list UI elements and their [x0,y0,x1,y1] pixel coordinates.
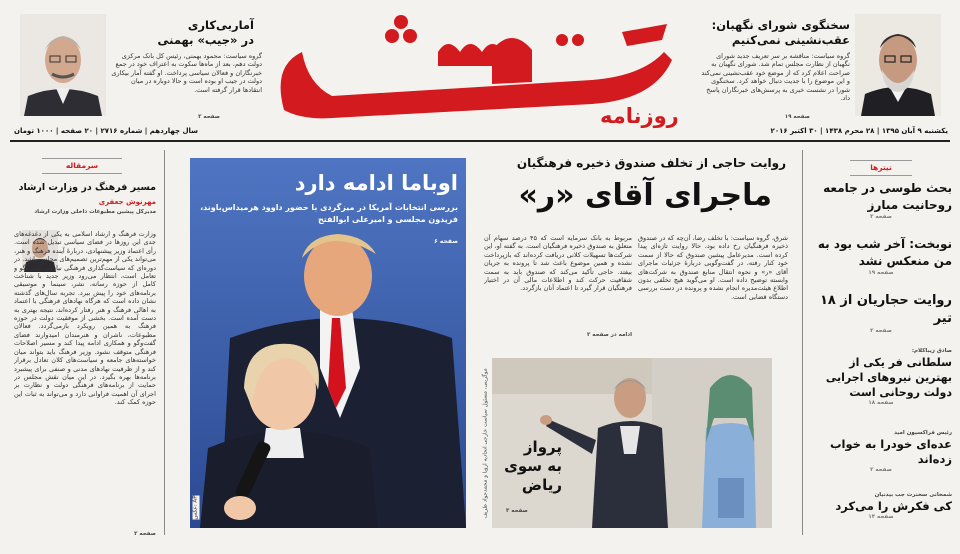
zarif-headline-line1: پرواز [523,438,562,456]
news-kicker: رئیس فراکسیون امید [894,430,952,436]
masthead-rule [10,140,950,142]
box-right-body: گروه سیاست: مناقشه بر سر تعریف جدید شورای نگهبان از نظارت مجلس تمام شد. شورای نگهبان به صراحت اعلام کرد که از موضع خود عقب‌نشینی نمی‌کند و این موضوع را با جدیت دنبال خواهد کرد. سخنگوی شورا در نشست خبری به پرسش‌های خبرنگاران پاسخ داد. [701,52,850,103]
zarif-caption: موگرینی، مسئول سیاست خارجی اتحادیه اروپا و محمدجواد ظریف [482,368,489,519]
left-author: مهرنوش جعفری [98,198,156,206]
main-photo [190,158,466,528]
news-item[interactable] [810,236,952,277]
zarif-headline-line3: ریاض [521,476,562,494]
col-divider-2 [802,150,803,535]
news-page: صفحه ۱۹ [868,270,894,276]
main-subhead: بررسی انتخابات آمریکا در میزگردی با حضور داوود هرمیداس‌باوند، فریدون مجلسی و امیرعلی ابوالفتح [200,203,458,224]
news-item[interactable] [810,348,952,407]
main-page-ref: صفحه ۶ [434,238,458,245]
news-item[interactable] [810,430,952,474]
center-page-ref: ادامه در صفحه ۲ [587,332,632,338]
news-page: صفحه ۱۴ [868,514,894,520]
news-kicker: شمخانی سخنرت جب بیدنیان [874,492,952,498]
zarif-photo [492,358,772,528]
left-title: مسیر فرهنگ در وزارت ارشاد [18,182,156,193]
main-headline: اوباما ادامه دارد [294,171,458,195]
news-page: صفحه ۲ [870,467,892,473]
center-col-left: مربوط به بانک سرمایه است که ۴۵ درصد سهام آن متعلق به صندوق ذخیره فرهنگیان است. به گفته او، این شرکت‌ها تسهیلات کلانی دریافت کرده‌اند که بازپرداخت نشده و همین موضوع باعث شد تا پرونده به جریان بیفتد. حاجی تأکید می‌کند که صندوق باید به سمت شفافیت حرکت کند و اطلاعات مالی آن در اختیار فرهنگیان قرار گیرد تا اعتماد آنان بازگردد. [484,234,632,293]
masthead [0,0,960,140]
news-item[interactable] [810,292,952,335]
left-section-label: سرمقاله [42,158,122,174]
news-title: بحث طوسی در جامعه روحانیت مبارز [823,181,952,212]
center-headline: ماجرای آقای «ر» [518,178,772,213]
news-column [810,150,952,540]
news-page: صفحه ۱۸ [868,400,894,406]
box-left-title-line2: در «جیب» بهمنی [157,33,254,47]
news-item[interactable] [810,492,952,521]
news-kicker: صادق زیباکلام: [911,348,952,354]
news-page: صفحه ۲ [870,214,892,220]
box-left-title [110,18,254,48]
box-right-title-line2: عقب‌نشینی نمی‌کنیم [731,33,850,47]
news-title: نوبخت: آخر شب بود به من منعکس نشد [817,237,952,268]
col-divider-1 [164,150,165,535]
issue-line: سال چهاردهم | شماره ۲۷۱۶ | ۲۰ صفحه | ۱۰۰۰ تومان [14,127,199,135]
box-right-page-ref: صفحه ۱۹ [784,114,810,120]
news-title: روایت حجاریان از ۱۸ تیر [819,293,952,326]
zarif-page-ref: صفحه ۳ [506,508,528,514]
main-photo-credit: عکس: AP [192,495,199,520]
zarif-headline [502,438,562,495]
portrait-left [20,14,106,116]
center-col-right: شرق، گروه سیاست: با تخلف رضا، آن‌چه که در صندوق ذخیره فرهنگیان رخ داده بود، حالا روایت تازه‌ای پیدا کرده است. مدیرعامل پیشین صندوق که حالا از سمت خود کنار رفته، در گفت‌وگویی دربارهٔ جزئیات ماجرای آقای «ر» و نحوه انتقال منابع صندوق به شرکت‌های وابسته توضیح داده است. او می‌گوید هیچ تخلفی بدون اطلاع هیئت‌مدیره انجام نشده و پرونده در دست بررسی دستگاه قضایی است. [638,234,788,301]
box-left-title-line1: آماربی‌کاری [187,18,254,32]
date-line: یکشنبه ۹ آبان ۱۳۹۵ | ۲۸ محرم ۱۴۳۸ | ۳۰ اکتبر ۲۰۱۶ [770,127,948,135]
box-left-body: گروه سیاست: محمود بهمنی، رئیس کل بانک مرکزی دولت دهم، بعد از ماه‌ها سکوت به اعتراف خود در جمع خبرنگاران و فعالان سیاسی پرداخت. او گفته آمار بیکاری دولت در جیب او بوده است و حالا دوباره در میان انتقادها قرار گرفته است. [111,52,262,94]
news-title: کی فکرش را می‌کرد [835,499,952,513]
left-page-ref: صفحه ۲ [134,531,156,537]
zarif-headline-line2: به سوی [504,457,562,475]
logo-sub: روزنامه [600,104,679,128]
news-page: صفحه ۲ [870,328,892,334]
news-section-label: تیترها [850,160,912,176]
news-title: سلطانی فر یکی از بهترین نیروهای اجرایی دولت روحانی است [825,356,952,399]
left-body: وزارت فرهنگ و ارشاد اسلامی به یکی از دغدغه‌های جدی این روزها در فضای سیاسی تبدیل شده است. رأی اعتماد وزیر پیشنهادی، دربارهٔ آینده فرهنگ و هنر، می‌تواند یکی از مهم‌ترین تصمیم‌های مجلس باشد. در دوره‌ای که سیاست‌گذاری فرهنگی نیازمند گفت‌وگو و تعامل است، انتظار می‌رود وزیر جدید با شناخت کامل از حوزه رسانه، نشر، سینما و موسیقی برنامه‌های خود را پیش ببرد. تجربه سال‌های گذشته نشان داده است که هرگاه نهادهای فرهنگی با اعتماد به اهالی فرهنگ و هنر رفتار کرده‌اند، نتیجه بهتری به دست آمده است. بخشی از موفقیت دولت در حوزه فرهنگ به همین رویکرد بازمی‌گردد. فعالان مطبوعات، ناشران و هنرمندان امیدوارند فضای گفت‌وگو و همکاری ادامه پیدا کند و مسیر اصلاحات فرهنگی متوقف نشود. وزیر فرهنگ باید بتواند میان خواسته‌های جامعه و سیاست‌های کلان تعادل برقرار کند و از ظرفیت نهادهای مدنی و صنفی برای پیشبرد برنامه‌ها بهره بگیرد. در این میان نقش مجلس در حمایت از برنامه‌های فرهنگی دولت و نظارت بر اجرای آن اهمیت فراوانی دارد و می‌تواند به ثبات این حوزه کمک کند. [14,230,156,407]
news-item[interactable] [810,180,952,221]
box-right-title [700,18,850,48]
box-left-page-ref: صفحه ۲ [198,114,220,120]
news-title: عده‌ای خودرا به خواب زده‌اند [829,437,952,466]
center-story [480,150,792,350]
left-author-role: مدیرکل پیشین مطبوعات داخلی وزارت ارشاد [34,209,156,215]
box-right-title-line1: سخنگوی شورای نگهبان: [711,18,850,32]
portrait-right [855,14,941,116]
left-column [14,148,156,540]
center-kicker: روایت حاجی از تخلف صندوق ذخیره فرهنگیان [516,156,786,170]
